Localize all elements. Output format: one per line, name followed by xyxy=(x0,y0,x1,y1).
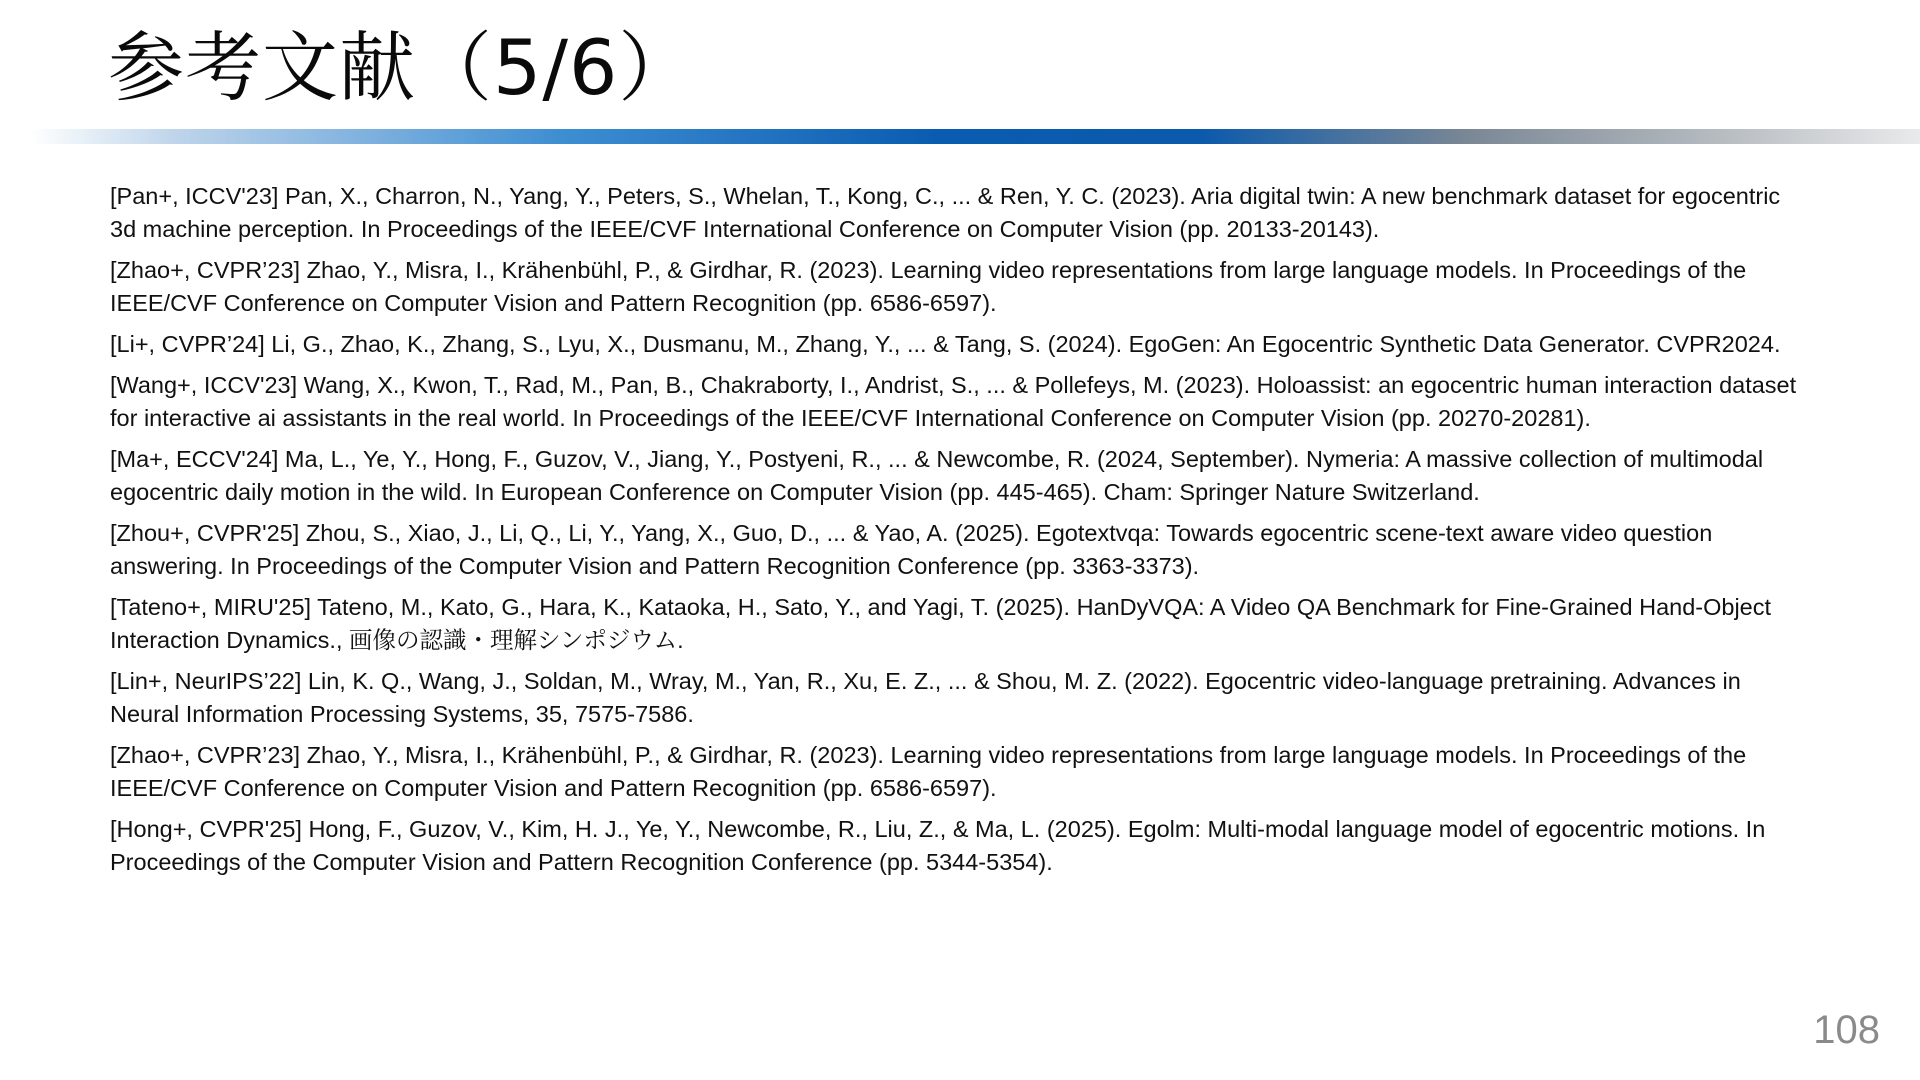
reference-item: [Zhao+, CVPR’23] Zhao, Y., Misra, I., Krähenbühl, P., & Girdhar, R. (2023). Learning video representations from large language models. In Proceedings of the IEEE/CVF Conference on Computer Vision and Pattern Recognition (pp. 6586-6597). xyxy=(110,257,1747,316)
reference-item: [Wang+, ICCV'23] Wang, X., Kwon, T., Rad, M., Pan, B., Chakraborty, I., Andrist, S., ... & Pollefeys, M. (2023). Holoassist: an egocentric human interaction dataset for interactive ai assistants in the real world. In Proceedings of the IEEE/CVF International Conference on Computer Vision (pp. 20270-20281). xyxy=(110,372,1797,431)
reference-item: [Zhou+, CVPR'25] Zhou, S., Xiao, J., Li, Q., Li, Y., Yang, X., Guo, D., ... & Yao, A. (2025). Egotextvqa: Towards egocentric scene-text aware video question answering. In Proceedings of the Computer Vision and Pattern Recognition Conference (pp. 3363-3373). xyxy=(110,520,1713,579)
reference-item: [Tateno+, MIRU'25] Tateno, M., Kato, G., Hara, K., Kataoka, H., Sato, Y., and Yagi, T. (2025). HanDyVQA: A Video QA Benchmark for Fine-Grained Hand-Object Interaction Dynamics., 画像の認識・理解シンポジウム. xyxy=(110,594,1772,653)
reference-list xyxy=(110,180,1810,887)
title-underline-divider xyxy=(30,129,1920,144)
reference-item: [Hong+, CVPR'25] Hong, F., Guzov, V., Kim, H. J., Ye, Y., Newcombe, R., Liu, Z., & Ma, L. (2025). Egolm: Multi-modal language model of egocentric motions. In Proceedings of the Computer Vision and Pattern Recognition Conference (pp. 5344-5354). xyxy=(110,816,1766,875)
reference-item: [Zhao+, CVPR’23] Zhao, Y., Misra, I., Krähenbühl, P., & Girdhar, R. (2023). Learning video representations from large language models. In Proceedings of the IEEE/CVF Conference on Computer Vision and Pattern Recognition (pp. 6586-6597). xyxy=(110,742,1747,801)
reference-item: [Lin+, NeurIPS’22] Lin, K. Q., Wang, J., Soldan, M., Wray, M., Yan, R., Xu, E. Z., ... & Shou, M. Z. (2022). Egocentric video-language pretraining. Advances in Neural Information Processing Systems, 35, 7575-7586. xyxy=(110,668,1741,727)
slide-title: 参考文献（5/6） xyxy=(108,23,696,112)
reference-item: [Li+, CVPR’24] Li, G., Zhao, K., Zhang, S., Lyu, X., Dusmanu, M., Zhang, Y., ... & Tang, S. (2024). EgoGen: An Egocentric Synthetic Data Generator. CVPR2024. xyxy=(110,331,1781,357)
reference-item: [Ma+, ECCV'24] Ma, L., Ye, Y., Hong, F., Guzov, V., Jiang, Y., Postyeni, R., ... & Newcombe, R. (2024, September). Nymeria: A massive collection of multimodal egocentric daily motion in the wild. In European Conference on Computer Vision (pp. 445-465). Cham: Springer Nature Switzerland. xyxy=(110,446,1764,505)
reference-item: [Pan+, ICCV'23] Pan, X., Charron, N., Yang, Y., Peters, S., Whelan, T., Kong, C., ... & Ren, Y. C. (2023). Aria digital twin: A new benchmark dataset for egocentric 3d machine perception. In Proceedings of the IEEE/CVF International Conference on Computer Vision (pp. 20133-20143). xyxy=(110,183,1781,242)
page-number: 108 xyxy=(1813,1008,1880,1052)
